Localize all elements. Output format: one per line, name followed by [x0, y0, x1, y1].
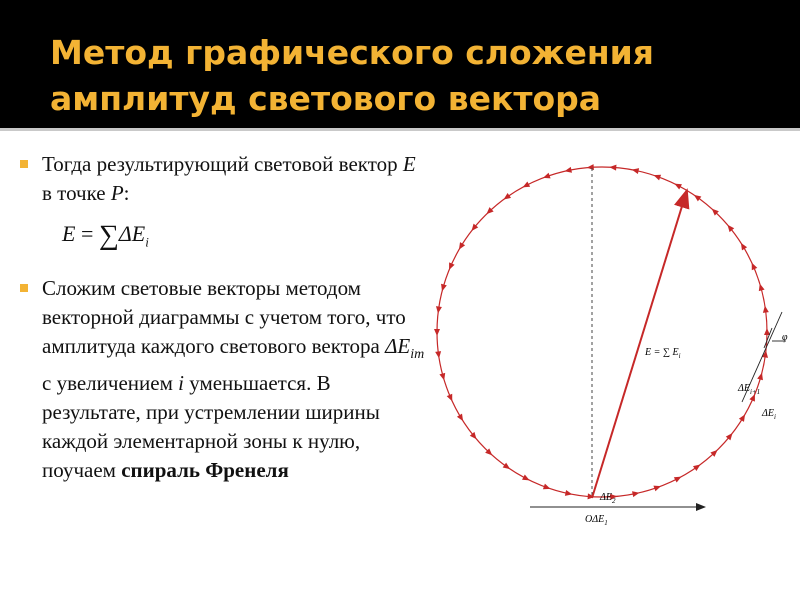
spiral-arrowhead [587, 164, 594, 170]
spiral-arrowhead [435, 351, 441, 358]
bullet1-text-2: в точке [42, 181, 111, 205]
slide-title [50, 30, 750, 122]
fresnel-spiral-term: спираль Френеля [121, 458, 289, 483]
spiral-arrowhead [741, 243, 747, 251]
slide-title-line-1: Метод графического сложения [50, 33, 654, 72]
spiral-arrowhead [503, 463, 510, 469]
spiral-arrowhead [609, 165, 616, 171]
spiral-arrowhead [504, 193, 511, 199]
bullet-marker [20, 284, 28, 292]
sum-symbol: ∑ [98, 220, 119, 251]
formula-lhs: E [62, 221, 76, 246]
bullet-marker [20, 160, 28, 168]
slide-title-line-2: амплитуд светового вектора [50, 79, 602, 118]
bullet1-text: Тогда результирующий световой вектор [42, 152, 403, 176]
slide-body [20, 150, 425, 485]
delta-e-i-plus-1-label: $\Delta E_{i+1}$ [738, 383, 761, 396]
spiral-arrowheads [434, 164, 770, 500]
spiral-arrowhead [653, 486, 661, 492]
spiral-arrowhead [759, 284, 765, 292]
var-i: i [178, 371, 184, 396]
spiral-arrowhead [457, 414, 463, 422]
spiral-arrowhead [739, 414, 745, 422]
spiral-arrowhead [757, 373, 763, 381]
spiral-arrowhead [653, 175, 661, 181]
delta-e-im: ΔE [385, 334, 411, 358]
spiral-circle [437, 167, 767, 497]
spiral-arrowhead [632, 168, 639, 174]
formula-eq: = [75, 221, 99, 246]
bullet2-text: Сложим световые векторы методом векторной диаграммы с учетом того, что амплитуда каждого светового вектора [42, 276, 406, 358]
vector-diagram [420, 150, 800, 540]
resultant-label: E = ∑ $E_i$ [645, 347, 681, 360]
spiral-arrowhead [436, 306, 442, 313]
spiral-arrowhead [763, 306, 769, 313]
delta-e-im-sub: im [410, 347, 425, 363]
spiral-arrowhead [764, 328, 770, 335]
title-bar [0, 0, 800, 128]
var-e: E [402, 152, 416, 176]
bullet1-colon: : [123, 181, 130, 205]
origin-label: $O\Delta E_1$ [585, 514, 608, 527]
spiral-arrowhead [441, 284, 447, 292]
sum-formula [62, 218, 425, 252]
spiral-arrowhead [434, 329, 440, 336]
var-p: P [110, 181, 124, 205]
spiral-arrowhead [459, 242, 465, 250]
resultant-vector [592, 190, 687, 498]
spiral-arrowhead [543, 173, 551, 179]
spiral-arrowhead [632, 491, 639, 497]
spiral-arrowhead [565, 490, 572, 496]
bullet-vector-diagram [20, 274, 425, 485]
phi-label: φ [782, 332, 788, 343]
formula-sub: i [145, 234, 149, 250]
bullet2-text-3: уменьшается. В результате, при устремлении ширины каждой элементарной зоны к нулю, поучаем [42, 371, 380, 483]
spiral-arrowhead [693, 464, 700, 470]
delta-e-2-label: $\Delta E_2$ [600, 492, 616, 505]
formula-term: ΔE [118, 221, 146, 246]
delta-e-i-label: $\Delta E_i$ [762, 408, 776, 421]
bullet2-text-2: с увеличением [42, 371, 179, 396]
header-divider [0, 128, 800, 131]
spiral-arrowhead [694, 195, 701, 201]
spiral-arrowhead [565, 167, 572, 173]
bullet-resultant-vector [20, 150, 425, 208]
spiral-arrowhead [439, 373, 445, 381]
spiral-arrowhead [543, 484, 551, 490]
